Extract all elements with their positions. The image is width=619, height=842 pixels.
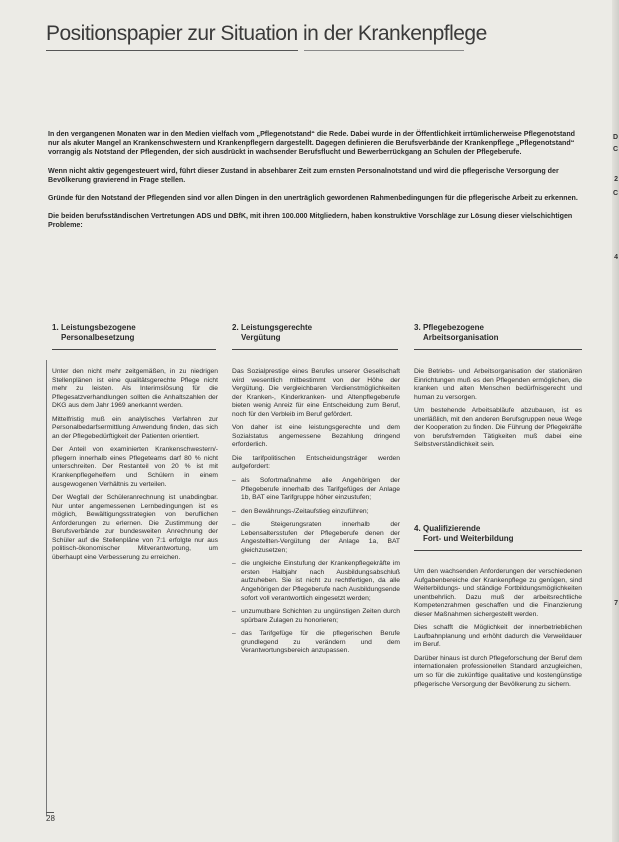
intro-paragraph: Wenn nicht aktiv gegengesteuert wird, führt dieser Zustand in absehbarer Zeit zum ernsten Personalnotstand und wird die pflegerische Versorgung der Bevölkerung gravierend in Frage stellen. (48, 166, 559, 184)
section-number: 1. (52, 323, 59, 332)
section-heading-line2: Arbeitsorganisation (423, 333, 499, 342)
section-rule (52, 349, 216, 350)
section-heading-line2: Fort- und Weiterbildung (423, 534, 514, 543)
section-number: 3. (414, 323, 421, 332)
section-number: 4. (414, 524, 421, 533)
list-item: – unzumutbare Schichten zu ungünstigen Zeiten durch spürbare Zulagen zu honorieren; (232, 608, 400, 625)
footer-rule (46, 812, 54, 813)
title-underline-extension (304, 50, 464, 51)
section-body-1 (52, 368, 218, 567)
body-paragraph: Das Sozialprestige eines Berufes unserer Gesellschaft wird wesentlich mitbestimmt von der Höhe der Vergütung. Die vergleichbaren Verdienstmöglichkeiten der Kranken-, Kinderkranken- und Altenpflegeberufe bieten wenig Anreiz für eine Entscheidung zum Beruf, noch für den Verbleib im Beruf gefördert. (232, 368, 400, 418)
section-body-2 (232, 368, 400, 661)
section-number: 2. (232, 323, 239, 332)
page-title: Positionspapier zur Situation in der Krankenpflege (46, 22, 487, 45)
edge-letter: 4 (614, 254, 618, 261)
edge-letter: 2 (614, 176, 618, 183)
body-paragraph: Mittelfristig muß ein analytisches Verfahren zur Personalbedarfsermittlung Anwendung finden, das sich an der Pflegebedürftigkeit der Patienten orientiert. (52, 415, 218, 440)
section-heading-line1: Leistungsbezogene (61, 323, 136, 332)
demands-list (232, 477, 400, 656)
section-heading-3 (414, 323, 584, 343)
list-item: – den Bewährungs-/Zeitaufstieg einzuführen; (232, 508, 400, 517)
body-paragraph: Um bestehende Arbeitsabläufe abzubauen, ist es unerläßlich, mit den anderen Berufsgruppen neue Wege der Kooperation zu finden. Die Führung der Pflegekräfte von berufsfremden Tätigkeiten muß dabei eine Selbstverständlichkeit sein. (414, 407, 582, 449)
section-heading-line1: Pflegebezogene (423, 323, 484, 332)
list-item: – die Steigerungsraten innerhalb der Lebensaltersstufen der Pflegeberufe denen der Angestellten-Vergütung der Anlage 1a, BAT gleichzusetzen; (232, 521, 400, 555)
section-body-3 (414, 368, 582, 455)
intro-paragraph: Die beiden berufsständischen Vertretungen ADS und DBfK, mit ihren 100.000 Mitgliedern, haben konstruktive Vorschläge zur Lösung dieser vielschichtigen Probleme: (48, 212, 573, 230)
body-paragraph: Der Wegfall der Schüleranrechnung ist unabdingbar. Nur unter angemessenen Lernbedingungen ist es möglich, Bewältigungsstrategien von beruflichen Anforderungen zu erlernen. Die Zustimmung der Berufsverbände zur bundesweiten Anrechnung der Schüler auf die Stellenpläne von 7:1 erfolgte nur aus politisch-ökonomischer Mitverantwortung, um überhaupt eine Verbesserung zu erreichen. (52, 494, 218, 561)
section-heading-4 (414, 524, 584, 544)
section-heading-line2: Vergütung (241, 333, 281, 342)
body-paragraph: Um den wachsenden Anforderungen der verschiedenen Aufgabenbereiche der Krankenpflege zu genügen, sind Weiterbildungs- und ständige Fortbildungsmöglichkeiten unentbehrlich. Dazu muß der arbeitsrechtliche Kompetenzrahmen geschaffen und die Finanzierung dieser Maßnahmen sichergestellt werden. (414, 568, 582, 618)
section-rule (414, 349, 582, 350)
adjacent-page-edge (612, 0, 619, 842)
section-heading-line2: Personalbesetzung (61, 333, 135, 342)
edge-letter: D (612, 134, 618, 141)
body-paragraph: Die Betriebs- und Arbeitsorganisation der stationären Einrichtungen muß es den Pflegenden ermöglichen, die kranken und alten Menschen bedürfnisgerecht und human zu versorgen. (414, 368, 582, 401)
body-paragraph: Unter den nicht mehr zeitgemäßen, in zu niedrigen Stellenplänen ist eine qualitätsgerechte Pflege nicht mehr zu leisten. Als Interimslösung für die Pflegesatzverhandlungen sollten die Anhaltszahlen der DKG aus dem Jahr 1969 anerkannt werden. (52, 368, 218, 410)
body-paragraph: Die tarifpolitischen Entscheidungsträger werden aufgefordert: (232, 454, 400, 471)
edge-letter: 7 (614, 600, 618, 607)
list-item: – als Sofortmaßnahme alle Angehörigen der Pflegeberufe innerhalb des Tarifgefüges der Anlage 1b, BAT eine Tarifgruppe höher einzustufen; (232, 477, 400, 503)
section-heading-1 (52, 323, 202, 343)
section-body-4 (414, 568, 582, 694)
section-rule (232, 349, 398, 350)
intro-section (48, 130, 584, 240)
list-item: – die ungleiche Einstufung der Krankenpflegekräfte im ersten Halbjahr nach Ausbildungsabschluß aufzuheben. Sie ist nicht zu rechtfertigen, da alle Angehörigen der Pflegeberufe nach Ausbildungsende sofort voll verantwortlich eingesetzt werden; (232, 560, 400, 603)
body-paragraph: Von daher ist eine leistungsgerechte und dem Sozialstatus angemessene Bezahlung dringend erforderlich. (232, 424, 400, 449)
page-number: 28 (46, 814, 55, 823)
section-heading-line1: Qualifizierende (423, 524, 481, 533)
section-rule (414, 550, 582, 551)
title-underline (46, 50, 298, 51)
body-paragraph: Der Anteil von examinierten Krankenschwestern/-pflegern innerhalb eines Pflegeteams darf 80 % nicht unterschreiten. Der Restanteil von 20 % ist mit Krankenpflegehelfern und Schülern in einem ausgewogenen Verhältnis zu verteilen. (52, 446, 218, 488)
column-divider (46, 360, 47, 816)
section-heading-2 (232, 323, 392, 343)
intro-paragraph: In den vergangenen Monaten war in den Medien vielfach vom „Pflegenotstand“ die Rede. Dabei wurde in der Öffentlichkeit irrtümlicherweise Pflegenotstand nur als akuter Mangel an Krankenschwestern und Krankenpflegern dargestellt. Dagegen definieren die Berufsverbände der Krankenpflege „Pflegenotstand“ vorrangig als Notstand der Pflegenden, der sich ausdrückt in wachsender Berufsflucht und Bewerberrückgang an Schulen der Pflegeberufe. (48, 130, 576, 157)
list-item: – das Tarifgefüge für die pflegerischen Berufe grundlegend zu verändern und dem Verantwortungsbereich anzupassen. (232, 630, 400, 656)
body-paragraph: Darüber hinaus ist durch Pflegeforschung der Beruf dem internationalen professionellen Standard anzugleichen, um so für die zukünftige qualitative und kostengünstige pflegerische Versorgung der Bevölkerung zu sichern. (414, 654, 582, 688)
edge-letter: C (612, 190, 618, 197)
edge-letter: C (612, 146, 618, 153)
section-heading-line1: Leistungsgerechte (241, 323, 313, 332)
body-paragraph: Dies schafft die Möglichkeit der innerbetrieblichen Laufbahnplanung und erhöht dadurch die Verweildauer im Beruf. (414, 624, 582, 649)
intro-paragraph: Gründe für den Notstand der Pflegenden sind vor allen Dingen in den unerträglich gewordenen Rahmenbedingungen für die pflegerische Arbeit zu erkennen. (48, 194, 578, 203)
